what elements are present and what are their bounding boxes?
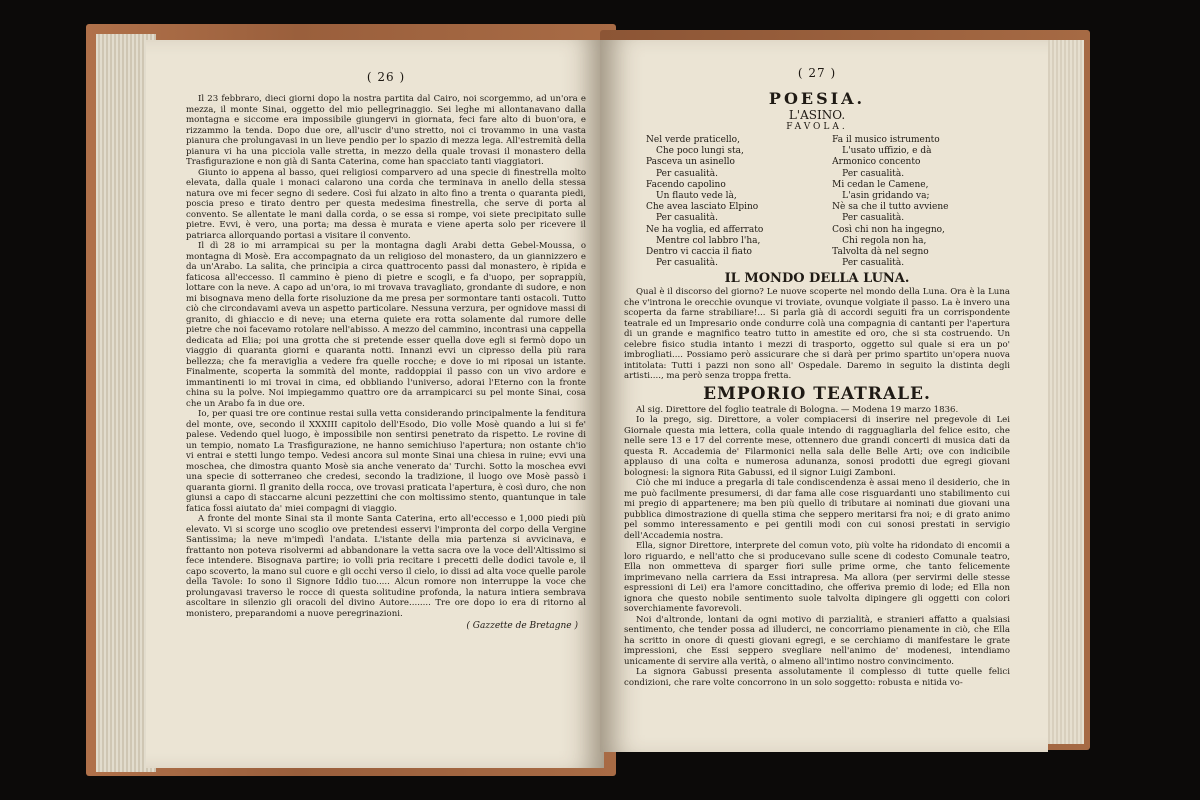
article-paragraph: A fronte del monte Sinai sta il monte Santa Caterina, erto all'eccesso e 1,000 piedi più elevato. Vi si scorge uno scoglio ove pretendesi esservi l'impronta del corpo della Vergine Santissima; la neve m'impedì l'andata. L'istante della mia partenza si avvicinava, e frattanto non poteva risolvermi ad abbandonare la vetta sacra ove la voce dell'Altissimo si fece intendere. Bisognava partire; io volli pria recitare i precetti delle dodici tavole e, il capo scoverto, la mano sul cuore e gli occhi verso il cielo, io dissi ad alta voce quelle parole della Tavole: Io sono il Signore Iddio tuo..... Alcun romore non interruppe la voce che prolungavasi traverso le rocce di questa solitudine profonda, la natura intiera sembrava ascoltare in silenzio gli oracoli del divino Autore........ Tre ore dopo io era di ritorno al monistero, preparandomi a nuove peregrinazioni.: [186, 514, 586, 619]
emporio-article: [624, 405, 1010, 689]
article-paragraph: Al sig. Direttore del foglio teatrale di Bologna. — Modena 19 marzo 1836.: [636, 404, 959, 415]
verse-line: Pasceva un asinello: [646, 157, 735, 168]
verse-line: Mi cedan le Camene,: [832, 179, 929, 190]
article-paragraph: Ella, signor Direttore, interprete del comun voto, più volte ha ridondato di encomii a loro riguardo, e nell'atto che si producevano sulle scene di codesto Comunale teatro, Ella non ommetteva di sparger fiori sulle prime orme, che tanto felicemente imprimevano nella carriera da Essi intrapresa. Ma allora (per servirmi delle stesse espressioni di Lei) era l'amore concittadino, che offeriva premio di lode; ed Ella non ignora che questo nobile sentimento suole talvolta dipingere gli oggetti con colori soverchiamente favorevoli.: [624, 541, 1010, 615]
verse-line: Per casualità.: [656, 213, 718, 224]
emporio-heading: EMPORIO TEATRALE.: [703, 383, 931, 404]
poem-column-right: [832, 135, 1004, 269]
luna-article: [624, 287, 1010, 382]
page-number-right: ( 27 ): [797, 66, 837, 80]
verse-line: L'asin gridando va;: [842, 191, 930, 202]
verse-line: Ne ha voglia, ed afferrato: [646, 224, 764, 235]
verse-line: Armonico concento: [832, 157, 921, 168]
verse-line: Mentre col labbro l'ha,: [656, 235, 761, 246]
poesia-heading: POESIA.: [768, 89, 866, 108]
verse-line: Per casualità.: [842, 258, 905, 269]
right-page: [600, 40, 1048, 752]
verse-line: L'usato uffizio, e dà: [842, 146, 932, 157]
article-paragraph: Il 23 febbraro, dieci giorni dopo la nostra partita dal Cairo, noi scorgemmo, ad un'ora e mezza, il monte Sinai, oggetto del mio pellegrinaggio. Sei leghe mi allontanavano dalla montagna e siccome era impossibile giungervi in giornata, feci fare alto di buon'ora, e rizzammo la tenda. Dopo due ore, all'uscir d'uno stretto, noi ci trovammo in una vasta pianura che prolungavasi in un lieve pendio per lo spazio di mezza lega. All'estremità della pianura vi ha una picciola valle stretta, in mezzo della quale trovasi il monastero della Trasfigurazione e non già di Santa Caterina, come han spacciato tanti viaggiatori.: [186, 94, 586, 167]
verse-line: Nel verde praticello,: [646, 135, 740, 145]
verse-line: Fa il musico istrumento: [832, 135, 940, 145]
verse-line: Talvolta dà nel segno: [832, 247, 929, 258]
verse-line: Che poco lungi sta,: [656, 146, 744, 157]
verse-line: Dentro vi caccia il fiato: [646, 247, 752, 258]
verse-line: Facendo capolino: [646, 179, 726, 190]
article-paragraph: Ciò che mi induce a pregarla di tale condiscendenza è assai meno il desiderio, che in me può facilmente presumersi, di dar fama alle cose risguardanti uno stabilimento cui mi pregio di appartenere; ma ben più quello di tributare ai nominati due giovani una pubblica dimostrazione di quella stima che seppero meritarsi fra noi; e di grato animo pel sommo interessamento e pei gentili modi con cui sonosi prestati in servigio dell'Accademia nostra.: [624, 478, 1010, 541]
verse-line: Per casualità.: [656, 168, 718, 179]
verse-line: Così chi non ha ingegno,: [832, 224, 945, 235]
poem-column-left: [646, 135, 818, 269]
verse-line: Per casualità.: [842, 168, 905, 179]
sinai-article: [186, 94, 586, 619]
poem-verses: [624, 135, 1010, 269]
verse-line: Chi regola non ha,: [842, 235, 927, 246]
article-paragraph: Io la prego, sig. Direttore, a voler compiacersi di inserire nel pregevole di Lei Giornale questa mia lettera, colla quale intendo di ragguagliarla del felice esito, che nelle sere 13 e 17 del corrente mese, ottennero due grandi concerti di musica dati da questa R. Accademia de' Filarmonici nella sala delle Belle Arti; ove con indicibile applauso di una colta e numerosa adunanza, sonosi prodotti due egregi giovani bolognesi: la signora Rita Gabussi, ed il signor Luigi Zamboni.: [624, 415, 1010, 478]
article-paragraph: Qual è il discorso del giorno? Le nuove scoperte nel mondo della Luna. Ora è la Luna che v'introna le orecchie ovunque vi troviate, ovunque volgiate il passo. La è invero una scoperta da farne strabiliare!... Si parla già di accordi seguiti fra un corrispondente teatrale ed un Impresario onde condurre colà una compagnia di cantanti per l'apertura di un grande e magnifico teatro tutto in amestite ed oro, che si sta costruendo. Un celebre fisico studia intanto i mezzi di trasporto, oggetto sul quale si era un po' imbrogliati.... Possiamo però assicurare che si darà per primo spartito un'opera nuova intitolata: Tutti i pazzi non sono all' Ospedale. Daremo in seguito la distinta degli artisti...., ma però senza troppa fretta.: [624, 287, 1010, 382]
article-source: ( Gazzette de Bretagne ): [466, 621, 578, 631]
left-page: [146, 40, 604, 768]
verse-line: Nè sa che il tutto avviene: [832, 202, 949, 213]
article-paragraph: Noi d'altronde, lontani da ogni motivo di parzialità, e stranieri affatto a qualsiasi sentimento, che tender possa ad illuderci, ne concorriamo pienamente in ciò, che Ella ha scritto in onore di questi giovani egregi, e se cerchiamo di manifestare le grate impressioni, che Essi seppero svegliare nell'animo de' modenesi, intendiamo unicamente di servire alla verità, o almeno all'intimo nostro convincimento.: [624, 614, 1010, 667]
article-paragraph: Il dì 28 io mi arrampicai su per la montagna dagli Arabi detta Gebel-Moussa, o montagna di Mosè. Era accompagnato da un religioso del monastero, da un giannizzero e da un'Arabo. La salita, che principia a circa quattrocento passi dal monastero, è ripida e faticosa all'eccesso. Il cammino è pieno di pietre e scogli, e fa d'uopo, per soprappiù, lottare con la neve. A capo ad un'ora, io mi trovava travagliato, grondante di sudore, e non mi bisognava meno della forte risoluzione da me presa per sormontare tanti ostacoli. Tutto ciò che circondavami aveva un aspetto particolare. Nessuna verzura, per ognidove massi di granito, di ghiaccio e di neve; una eterna quiete era rotta solamente dal rumore delle pietre che noi facevamo rotolare nell'abisso. A mezzo del cammino, incontrasi una cappella dedicata ad Elia; poi una grotta che si pretende esser quella dove egli si fermò dopo un viaggio di quaranta giorni e quaranta notti. Innanzi evvi un cipresso della più rara bellezza; che fa meraviglia a vedere fra quelle rocche; e dove io mi riposai un istante. Finalmente, scoperta la sommità del monte, raddoppiai il passo con un vivo ardore e immantinenti io mi trovai in cima, ed obbliando l'universo, adorai l'Eterno con la fronte china su la polve. Noi impiegammo quattro ore da arrampicarci su pel monte Sinai, cosa che un Arabo fa in due ore.: [186, 241, 586, 409]
poem-subtitle: FAVOLA.: [786, 122, 848, 132]
article-paragraph: Io, per quasi tre ore continue restai sulla vetta considerando principalmente la fenditura del monte, ove, secondo il XXXIII capitolo dell'Esodo, Dio volle Mosè quando a lui si fe' palese. Vedendo quel luogo, è impossibile non sentirsi penetrato da rispetto. Le rovine di un tempio, nomato La Trasfigurazione, ne hanno semichiuso l'apertura; non ostante ch'io vi entrai e stetti lungo tempo. Vedesi ancora sul monte Sinai una chiesa in ruine; evvi una moschea, che dimostra quanto Mosè sia anche venerato da' Turchi. Sotto la moschea evvi una specie di sotterraneo che credesi, secondo la tradizione, il luogo ove Mosè passò i quaranta giorni. Il granito della rocca, ove trovasi praticata l'apertura, è così duro, che non giunsi a capo di staccarne alcuni pezzettini che con moltissimo stento, quantunque in tale fatica fossi aiutato da' miei compagni di viaggio.: [186, 409, 586, 514]
poem-title: L'ASINO.: [788, 108, 846, 122]
article-paragraph: Giunto io appena al basso, quei religiosi comparvero ad una specie di finestrella molto elevata, dalla quale i monaci calarono una corda che terminava in anello della stessa natura ove mi fecer segno di sedere. Così fui alzato in alto fino a trenta o quaranta piedi, poscia preso e tirato dentro per questa medesima finestrella, che serve di porta al convento. Se allentate le mani dalla corda, o se essa si rompe, voi siete precipitato sulle pietre. Evvi, è vero, una porta; ma dessa è murata e viene aperta solo per ricevere il patriarca allorquando portasi a visitare il convento.: [186, 167, 586, 241]
verse-line: Che avea lasciato Elpino: [646, 202, 759, 213]
verse-line: Per casualità.: [656, 258, 718, 269]
page-number-left: ( 26 ): [366, 70, 406, 84]
article-paragraph: La signora Gabussi presenta assolutamente il complesso di tutte quelle felici condizioni, che rare volte concorrono in un solo soggetto: robusta e nitida vo-: [624, 667, 1010, 688]
luna-heading: IL MONDO DELLA LUNA.: [724, 271, 910, 287]
verse-line: Per casualità.: [842, 213, 905, 224]
verse-line: Un flauto vede là,: [656, 191, 737, 202]
